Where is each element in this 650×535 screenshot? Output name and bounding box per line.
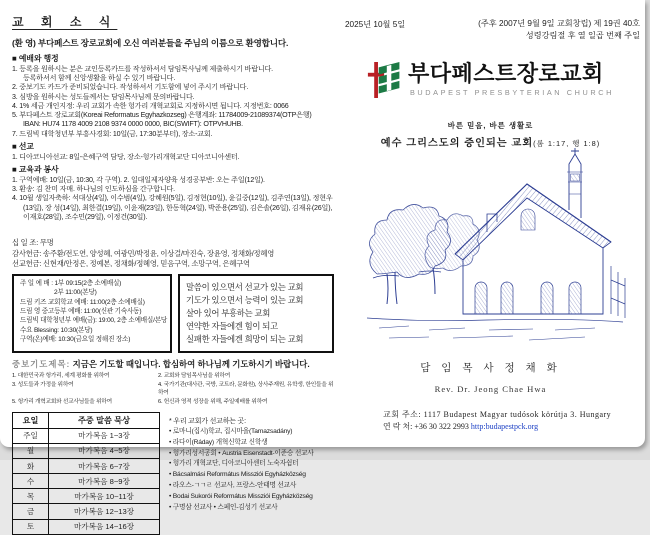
- liturgical-week: 성령강림절 후 열 일곱 번째 주일: [525, 31, 640, 41]
- mission-place-item: • Bácsalmási Református Missziói Egyházközség: [169, 471, 306, 479]
- vision-line: 연약한 자들에겐 힘이 되고: [186, 321, 278, 332]
- day-cell: 수: [13, 474, 49, 489]
- mission-place-item: • 로마니(집시)학교, 집시마을(Tarnazsadány): [169, 427, 293, 435]
- day-cell: 목: [13, 489, 49, 504]
- reading-cell: 마가복음 12~13장: [49, 504, 160, 519]
- prayer-item: 3. 성도들과 가정을 위하여: [12, 381, 74, 388]
- prayer-label: 중보기도제목:: [12, 359, 71, 370]
- worship-line: 드림 키즈 교회학교 예배: 11:00(2층 소예배실): [20, 298, 145, 306]
- worship-line: 수요 Blessing: 10:30(본당): [20, 326, 93, 334]
- mission-place-item: • 헝가리성서공회 • Austria Eisenstadt-이준승 선교사: [169, 449, 314, 457]
- pastor-name-korean: 담 임 목 사 정 채 화: [420, 362, 561, 374]
- prayer-items: [12, 372, 334, 406]
- contact-line: [383, 421, 611, 433]
- education-item: 1. 구역예배: 10일(금, 10:30, 각 구역). 2. 일대일제자양육 성경공부반: 오는 주일(12일).: [12, 175, 265, 184]
- thanksgiving-offering-line: 감사헌금: 송주환/전도연, 양성혜, 여광민/박정윤, 이상걸/마진숙, 장윤영, 정채화/정혜영: [12, 248, 275, 258]
- prayer-heading-text: 지금은 기도할 때입니다. 합심하여 하나님께 기도하시기 바랍니다.: [72, 359, 310, 370]
- reading-and-missions-row: [12, 412, 334, 535]
- vision-line: 말씀이 있으면서 선교가 있는 교회: [186, 281, 304, 292]
- table-header-row: [13, 412, 160, 428]
- admin-item: 2. 중보기도 카드가 준비되었습니다. 작성하셔서 기도함에 넣어 주시기 바랍니다.: [12, 83, 249, 92]
- church-building-sketch: [359, 146, 631, 350]
- slogan-small: 바른 믿음, 바른 생활로: [447, 121, 534, 130]
- mission-place-item: • 라오스-ㄱㄱㄹ 선교사, 프랑스-안태명 선교사: [169, 482, 297, 490]
- reading-cell: 마가복음 14~16장: [49, 519, 160, 534]
- masthead-row: [345, 18, 640, 43]
- weekly-reading-table: [12, 412, 160, 535]
- tithe-line: 십 일 조: 무명: [12, 238, 54, 248]
- reading-cell: 마가복음 6~7장: [49, 458, 160, 473]
- table-row: [13, 443, 160, 458]
- offering-block: [12, 238, 334, 270]
- schedule-and-vision-row: [12, 274, 334, 354]
- church-address-line: 교회 주소: 1117 Budapest Magyar tudósok körútja 3. Hungary: [383, 410, 612, 419]
- mission-item: 1. 디아코니아선교: 8일-은혜구역 담당, 장소-헝가리개혁교단 디아코니아센터.: [12, 152, 240, 161]
- prayer-item: 5. 헝가리 개혁교회와 선교사님들을 위하여: [12, 398, 112, 405]
- slogan-block: [337, 120, 644, 149]
- mission-place-item: • 라다이(Ráday) 개혁신학교 신학생: [169, 438, 268, 446]
- issue-number: (주후 2007년 9월 9일 교회창립) 제 19권 40호: [478, 19, 640, 28]
- worship-line: 드림빅 대학청년부 예배(금): 19:00, 2층 소예배실/본당: [20, 317, 168, 325]
- news-title: 교 회 소 식: [12, 15, 118, 29]
- vision-line: 실패한 자들에겐 희망이 되는 교회: [186, 334, 304, 345]
- admin-item: 1. 등록을 원하시는 분은 교인등록카드를 작성하셔서 담임목사님께 제출하시기 바랍니다.: [12, 65, 273, 73]
- col-header-reading: 주중 말씀 묵상: [49, 412, 160, 428]
- day-cell: 토: [13, 519, 49, 534]
- admin-item-iban: IBAN: HU74 1178 4009 2108 9374 0000 0000, BIC(SWIFT): OTPVHUHB.: [23, 120, 243, 129]
- mission-places-list: [169, 412, 314, 535]
- mission-place-item: • 헝가리 개혁교단, 디아코니아센터 노숙자쉼터: [169, 460, 299, 468]
- church-vision-box: [178, 274, 334, 354]
- reading-cell: 마가복음 1~3장: [49, 428, 160, 443]
- section-education: ■ 교육과 봉사: [12, 164, 59, 174]
- pastor-name-english: Rev. Dr. Jeong Chae Hwa: [434, 384, 547, 394]
- mission-offering-line: 선교헌금: 신현재/안정은, 정예본, 정채화/정혜영, 믿음구역, 소망구역, 은혜구역: [12, 259, 250, 269]
- worship-line: 2부 11:00(본당): [54, 289, 97, 297]
- section-worship-admin: ■ 예배와 행정: [12, 54, 59, 63]
- mission-place-item: • 구명삼 선교사 • 스페인-김성기 선교사: [169, 503, 278, 511]
- prayer-item: 6. 헌신과 영적 성장을 위해, 주일예배를 위하여: [158, 398, 268, 405]
- worship-line: 드림 영 중고등부 예배: 11:00(신관 기숙사동): [20, 307, 142, 315]
- col-header-day: 요일: [13, 412, 49, 428]
- day-cell: 화: [13, 458, 49, 473]
- admin-item: 3. 심방을 원하시는 성도들께서는 담임목사님께 문의바랍니다.: [12, 92, 195, 101]
- welcome-line: (환 영) 부다페스트 장로교회에 오신 여러분들을 주님의 이름으로 환영합니다.: [12, 38, 289, 48]
- contact-block: [383, 409, 611, 434]
- phone-number: 연 락 처: +36 30 322 2993: [383, 422, 469, 432]
- table-row: [13, 489, 160, 504]
- reading-cell: 마가복음 4~5장: [49, 443, 160, 458]
- church-news-column: [12, 13, 334, 535]
- slogan-main-text: 예수 그리스도의 증인되는 교회: [380, 138, 534, 149]
- admin-item: 4. 1% 세금 개인지정: 우리 교회가 속한 헝가리 개혁교회로 지정하시면 됩니다. 지정번호: 0066: [12, 101, 289, 110]
- education-item-birthdays: 4. 10월 생일자축하: 석대상(4일), 이수범(4일), 강혜원(5일), 김정현(10일), 윤길중(12일), 김주연(13일), 정현우(13일), 장 성(14일), 최한결(19일), 이윤재(23일), 한동혁(24일), 박준용(25일), 김은솔(26일), 김재유(26일), 이재호(28일), 조수민(29일), 이정건(30일).: [12, 194, 333, 221]
- pastor-block: [337, 360, 644, 394]
- worship-line: 주 일 예 배 : 1부 09:15(2층 소예배실): [20, 279, 122, 287]
- church-logo-icon: [367, 58, 403, 102]
- church-logo-block: [337, 58, 644, 102]
- worship-schedule-box: [12, 274, 172, 354]
- church-name-korean: 부다페스트장로교회: [407, 61, 604, 86]
- day-cell: 월: [13, 443, 49, 458]
- table-row: [13, 504, 160, 519]
- worship-line: 구역(온)예배: 10:30(금요일 정해진 장소): [20, 335, 131, 343]
- admin-item-cont: 등록하셔서 함께 신앙생활을 하실 수 있기 바랍니다.: [23, 74, 176, 83]
- education-item: 3. 환송: 김 찬미 자매. 하나님의 인도하심을 간구합니다.: [12, 185, 175, 194]
- issue-info: [478, 18, 640, 43]
- admin-item: 7. 드림빅 대학청년부 부흥사경회: 10일(금, 17:30분부터), 장소-교회.: [12, 129, 213, 138]
- church-logo-texts: [408, 63, 614, 97]
- prayer-item: 2. 교회와 담임목사님을 위하여: [158, 373, 231, 380]
- reading-cell: 마가복음 10~11장: [49, 489, 160, 504]
- reading-cell: 마가복음 8~9장: [49, 474, 160, 489]
- bulletin-date: 2025년 10월 5일: [345, 20, 406, 29]
- mission-place-item: • Bodai Sukorói Református Missziói Egyházközség: [169, 492, 313, 500]
- vision-line: 기도가 있으면서 능력이 있는 교회: [186, 294, 304, 305]
- church-name-english: BUDAPEST PRESBYTERIAN CHURCH: [409, 88, 615, 97]
- mission-places-heading: * 우리 교회가 선교하는 곳:: [169, 417, 246, 425]
- church-website-link: http:budapestpck.org: [470, 422, 539, 432]
- prayer-item: 1. 대한민국과 헝가리, 세계 평화를 위하여: [12, 373, 110, 380]
- slogan-scripture-ref: (롬 1:17, 행 1:8): [533, 139, 601, 148]
- table-row: [13, 519, 160, 534]
- table-row: [13, 474, 160, 489]
- table-row: [13, 458, 160, 473]
- admin-item: 5. 부다페스트 장로교회(Koreai Reformatus Egyhazkozseg) 은행계좌: 11784009-21089374(OTP은행): [12, 111, 312, 120]
- masthead-column: [337, 0, 644, 447]
- prayer-heading: [12, 358, 334, 370]
- prayer-item: 4. 국가기관(대사관, 국방, 코트라, 문화원), 상사주재원, 유학생, 한인들을 위하여: [158, 381, 334, 397]
- table-row: [13, 428, 160, 443]
- day-cell: 주일: [13, 428, 49, 443]
- vision-line: 살아 있어 부흥하는 교회: [186, 308, 270, 319]
- day-cell: 금: [13, 504, 49, 519]
- section-mission: ■ 선교: [12, 141, 34, 151]
